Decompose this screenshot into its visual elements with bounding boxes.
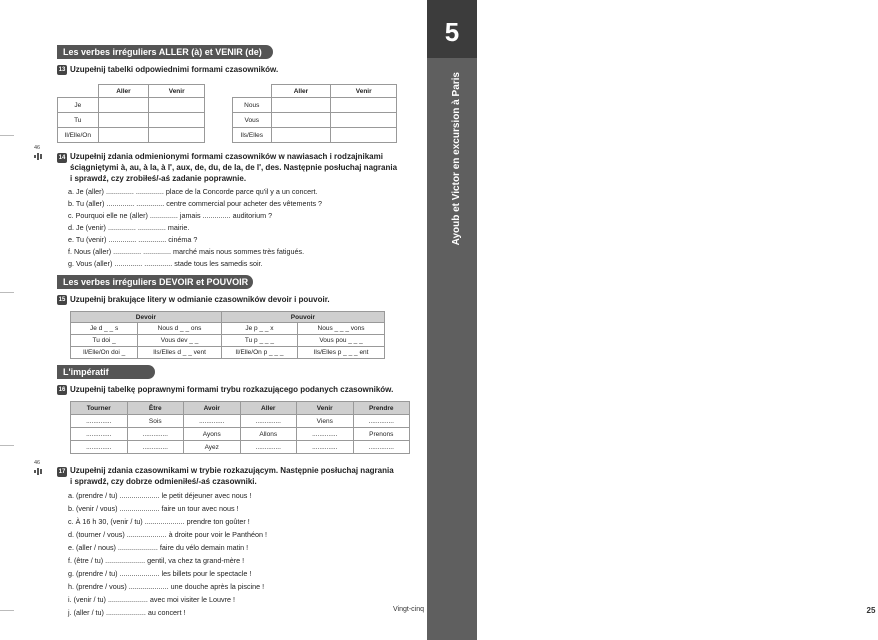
imperatif-table [70,401,410,454]
conjugation-cell[interactable]: Tu doi _ [71,335,138,347]
col-header-devoir: Devoir [71,312,222,323]
imperative-cell[interactable]: .............. [353,441,410,454]
col-header: Avoir [184,402,241,415]
imperative-cell[interactable]: Viens [297,415,354,428]
imperative-cell[interactable]: .............. [71,415,128,428]
unit-number: 5 [427,0,477,58]
imperative-cell[interactable]: Prenons [353,428,410,441]
exercise-item: e. (aller / nous) .................... faire du vélo demain matin ! [68,543,249,552]
exercise-item: c. Pourquoi elle ne (aller) .............. jamais .............. auditorium ? [68,211,273,220]
exercise-17-instruction-line1: Uzupełnij zdania czasownikami w trybie rozkazującym. Następnie posłuchaj nagrania [70,466,394,475]
exercise-item: j. (aller / tu) .................... au concert ! [68,608,186,617]
imperative-cell[interactable]: .............. [353,415,410,428]
exercise-item: f. (être / tu) .................... gentil, va chez ta grand-mère ! [68,556,245,565]
exercise-15-number: 15 [58,297,66,303]
exercise-item: c. À 16 h 30, (venir / tu) .................... prendre ton goûter ! [68,517,250,526]
col-header: Être [127,402,184,415]
col-header: Venir [297,402,354,415]
conjugation-cell[interactable]: Nous d _ _ ons [138,323,222,335]
answer-cell[interactable] [331,128,397,143]
aller-venir-plural-table [232,84,397,143]
conjugation-cell[interactable]: Nous _ _ _ vons [298,323,385,335]
row-label: Vous [233,113,272,128]
imperative-cell[interactable]: .............. [184,415,241,428]
col-header-aller: Aller [271,85,331,98]
conjugation-cell[interactable]: Il/Elle/On doi _ [71,347,138,359]
audio-track-number: 46 [34,145,41,151]
imperative-cell[interactable]: Allons [240,428,297,441]
exercise-14-instruction-line2: ściągniętymi à, au, à la, à l', aux, de, du, de la, de l', des. Następnie posłuchaj nagrania [70,163,398,172]
exercise-16-instruction: Uzupełnij tabelkę poprawnymi formami trybu rozkazującego podanych czasowników. [70,385,394,394]
col-header: Aller [240,402,297,415]
conjugation-cell[interactable]: Vous dev _ _ [138,335,222,347]
conjugation-cell[interactable]: Ils/Elles d _ _ vent [138,347,222,359]
imperative-cell[interactable]: .............. [127,441,184,454]
row-label: Il/Elle/On [58,128,99,143]
answer-cell[interactable] [149,128,205,143]
section-title-aller-venir: Les verbes irréguliers ALLER (à) et VENIR (de) [57,45,273,59]
exercise-item: a. (prendre / tu) .................... le petit déjeuner avec nous ! [68,491,252,500]
exercise-item: h. (prendre / vous) .................... une douche après la piscine ! [68,582,265,591]
exercise-14-instruction-line1: Uzupełnij zdania odmienionymi formami czasowników w nawiasach i rodzajnikami [70,152,383,161]
devoir-pouvoir-table [70,311,385,359]
audio-track-number: 46 [34,460,41,466]
section-title-devoir-pouvoir: Les verbes irréguliers DEVOIR et POUVOIR [57,275,253,289]
unit-title-text: Ayoub et Victor en excursion à Paris [451,72,462,246]
exercise-item: i. (venir / tu) .................... avec moi visiter le Louvre ! [68,595,235,604]
answer-cell[interactable] [271,98,331,113]
answer-cell[interactable] [98,113,149,128]
unit-title-vertical [451,72,467,282]
conjugation-cell[interactable]: Tu p _ _ _ [221,335,297,347]
page-number: 25 [864,604,878,618]
exercise-13-number: 13 [58,67,66,73]
answer-cell[interactable] [331,113,397,128]
exercise-17-instruction-line2: i sprawdź, czy dobrze odmieniłeś/-aś czasowniki. [70,477,257,486]
exercise-item: b. Tu (aller) .............. .............. centre commercial pour acheter des vêtements ? [68,199,323,208]
imperative-cell[interactable]: .............. [71,428,128,441]
margin-rule [0,135,14,136]
aller-venir-singular-table [57,84,205,143]
answer-cell[interactable] [149,113,205,128]
exercise-13-instruction: Uzupełnij tabelki odpowiednimi formami czasowników. [70,65,279,74]
imperative-cell[interactable]: Ayez [184,441,241,454]
exercise-item: d. Je (venir) .............. .............. mairie. [68,223,190,232]
exercise-item: b. (venir / vous) .................... faire un tour avec nous ! [68,504,239,513]
answer-cell[interactable] [98,128,149,143]
imperative-cell[interactable]: .............. [127,428,184,441]
audio-track-icon[interactable] [34,467,48,476]
exercise-item: f. Nous (aller) .............. .............. marché mais nous sommes très fatigués. [68,247,305,256]
col-header: Prendre [353,402,410,415]
imperative-cell[interactable]: .............. [297,441,354,454]
conjugation-cell[interactable]: Je d _ _ s [71,323,138,335]
imperative-cell[interactable]: .............. [71,441,128,454]
imperative-cell[interactable]: Ayons [184,428,241,441]
imperative-cell[interactable]: .............. [240,415,297,428]
imperative-cell[interactable]: .............. [240,441,297,454]
conjugation-cell[interactable]: Il/Elle/On p _ _ _ [221,347,297,359]
audio-track-icon[interactable] [34,152,48,161]
exercise-item: d. (tourner / vous) .................... à droite pour voir le Panthéon ! [68,530,267,539]
answer-cell[interactable] [149,98,205,113]
answer-cell[interactable] [331,98,397,113]
exercise-14-number: 14 [58,155,66,161]
imperative-cell[interactable]: Sois [127,415,184,428]
answer-cell[interactable] [271,128,331,143]
col-header: Tourner [71,402,128,415]
margin-rule [0,445,14,446]
answer-cell[interactable] [271,113,331,128]
exercise-item: e. Tu (venir) .............. .............. cinéma ? [68,235,198,244]
col-header-venir: Venir [331,85,397,98]
col-header-pouvoir: Pouvoir [221,312,384,323]
section-title-imperatif: L'impératif [57,365,155,379]
unit-sidebar [427,0,876,640]
row-label: Je [58,98,99,113]
exercise-item: a. Je (aller) .............. .............. place de la Concorde parce qu'il y a un concert. [68,187,318,196]
answer-cell[interactable] [98,98,149,113]
exercise-item: g. Vous (aller) .............. .............. stade tous les samedis soir. [68,259,263,268]
conjugation-cell[interactable]: Ils/Elles p _ _ _ ent [298,347,385,359]
exercise-16-number: 16 [58,387,66,393]
conjugation-cell[interactable]: Vous pou _ _ _ [298,335,385,347]
page-number-word: Vingt-cinq [393,606,425,613]
imperative-cell[interactable]: .............. [297,428,354,441]
col-header-aller: Aller [98,85,149,98]
conjugation-cell[interactable]: Je p _ _ x [221,323,297,335]
margin-rule [0,292,14,293]
margin-rule [0,610,14,611]
col-header-venir: Venir [149,85,205,98]
row-label: Ils/Elles [233,128,272,143]
exercise-item: g. (prendre / tu) .................... les billets pour le spectacle ! [68,569,252,578]
exercise-14-instruction-line3: i sprawdź, czy zrobiłeś/-aś zadanie poprawnie. [70,174,247,183]
row-label: Nous [233,98,272,113]
row-label: Tu [58,113,99,128]
exercise-17-number: 17 [58,469,66,475]
exercise-15-instruction: Uzupełnij brakujące litery w odmianie czasowników devoir i pouvoir. [70,295,330,304]
